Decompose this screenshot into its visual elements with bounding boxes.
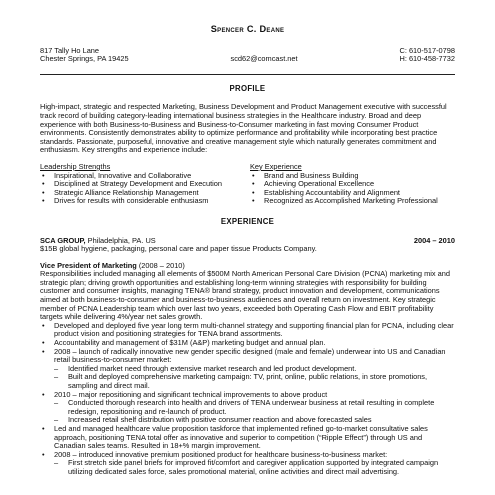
phone-block [400, 47, 455, 64]
profile-summary: High-impact, strategic and respected Marketing, Business Development and Product Management executive with successful track record of building category-leading international business strategies in the Healthcare industry. Broad and deep experience with both Business-to-Business and Business-to-Consumer marketing in fast moving Consumer Product environments. Consistently demonstrates ability to optimize performance and profitability while incorporating best practice standards. Passionate, purposeful, innovative and creative management style which naturally generates commitment and enthusiasm. Key strengths and experience include: [40, 102, 447, 155]
profile-heading: PROFILE [229, 83, 266, 93]
list-item: • Disciplined at Strategy Development and Execution [40, 180, 250, 189]
company-name: SCA GROUP, [40, 235, 86, 245]
address-line-2: Chester Springs, PA 19425 [40, 54, 129, 64]
list-item: • Brand and Business Building [250, 172, 455, 181]
leadership-strengths-heading: Leadership Strengths [40, 161, 111, 171]
sub-item: – First stretch side panel briefs for improved fit/comfort and caregiver application supported by integrated campaign utilizing dedicated sales force, sales promotional material, online activities and direct mail advertising. [40, 459, 455, 476]
leadership-strengths [40, 163, 250, 206]
email-address[interactable]: scd62@comcast.net [230, 53, 298, 63]
phone-home: H: 610-458-7732 [399, 54, 455, 64]
sub-list [40, 365, 455, 391]
address-line-1: 817 Tally Ho Lane [40, 45, 100, 55]
sub-item: – Built and deployed comprehensive marketing campaign: TV, print, online, public relations, in store promotions, sampling and direct mail. [40, 373, 455, 390]
sub-item: – Identified market need through extensive market research and led product development. [40, 365, 455, 374]
role-title: Vice President of Marketing [40, 260, 137, 270]
role-dates: (2008 – 2010) [136, 260, 185, 270]
list-item: • Strategic Alliance Relationship Management [40, 189, 250, 198]
experience-heading: EXPERIENCE [220, 216, 275, 226]
job-dates: 2004 – 2010 [413, 235, 455, 245]
list-item: • Establishing Accountability and Alignment [250, 189, 455, 198]
sub-item: – Increased retail shelf distribution with positive consumer reaction and above forecasted sales [40, 416, 455, 425]
list-item: • Inspirational, Innovative and Collaborative [40, 172, 250, 181]
list-item: • Achieving Operational Excellence [250, 180, 455, 189]
key-experience-list [250, 172, 455, 206]
list-item: • 2010 – major repositioning and significant technical improvements to above product [40, 391, 455, 400]
key-experience [250, 163, 455, 206]
contact-block [40, 47, 455, 64]
company-location: Philadelphia, PA. US [85, 235, 156, 245]
list-item: • 2008 – introduced innovative premium positioned product for healthcare business-to-business market: [40, 451, 455, 460]
list-item: • Recognized as Accomplished Marketing Professional [250, 197, 455, 206]
strengths-columns [40, 163, 455, 206]
list-item: • Developed and deployed five year long term multi-channel strategy and supporting financial plan for PCNA, including clear product vision and positioning strategies for TENA brand assortments. [40, 322, 455, 339]
list-item: • Drives for results with considerable enthusiasm [40, 197, 250, 206]
sub-list [40, 399, 455, 425]
leadership-strengths-list [40, 172, 250, 206]
sub-list [40, 459, 455, 476]
achievements-list [40, 425, 455, 459]
list-item: • Accountability and management of $31M (A&P) marketing budget and annual plan. [40, 339, 455, 348]
key-experience-heading: Key Experience [250, 161, 302, 171]
header-divider [40, 74, 455, 75]
sub-item: – Conducted thorough research into health and drivers of TENA underwear business at retail resulting in complete redesign, repositioning and re-launch of product. [40, 399, 455, 416]
list-item: • Led and managed healthcare value proposition taskforce that implemented refined go-to-market consultative sales approach, positioning TENA total offer as innovative and superior to competition (“Ripple Effect”) through US and Canadian sales teams. Resulted in 18+% margin improvement. [40, 425, 455, 451]
list-item-text: 2008 – launch of radically innovative new gender specific designed (male and female) underwear into US and Canadian retail business-to-consumer market: [54, 346, 446, 365]
list-item [40, 348, 455, 365]
candidate-name: Spencer C. Deane [210, 24, 285, 34]
achievements-list [40, 322, 455, 365]
role-summary: Responsibilities included managing all elements of $500M North American Personal Care Division (PCNA) marketing mix and strategic plan; driving growth opportunities and establishing long-term winning strategies with responsibility for building customer and consumer insights, managing TENA® brand strategy, product innovation and development, communications aimed at both business-to-consumer and business-to-business audiences and overall return on investment. Key strategic member of PCNA Leadership team which over last two years, exceeded both Operating Cash Flow and EBIT profitability targets while delivering 4%/year net sales growth. [40, 269, 450, 322]
address-block [40, 47, 129, 64]
phone-cell: C: 610-517-0798 [399, 45, 455, 55]
company-description: $15B global hygiene, packaging, personal care and paper tissue Products Company. [40, 244, 317, 254]
